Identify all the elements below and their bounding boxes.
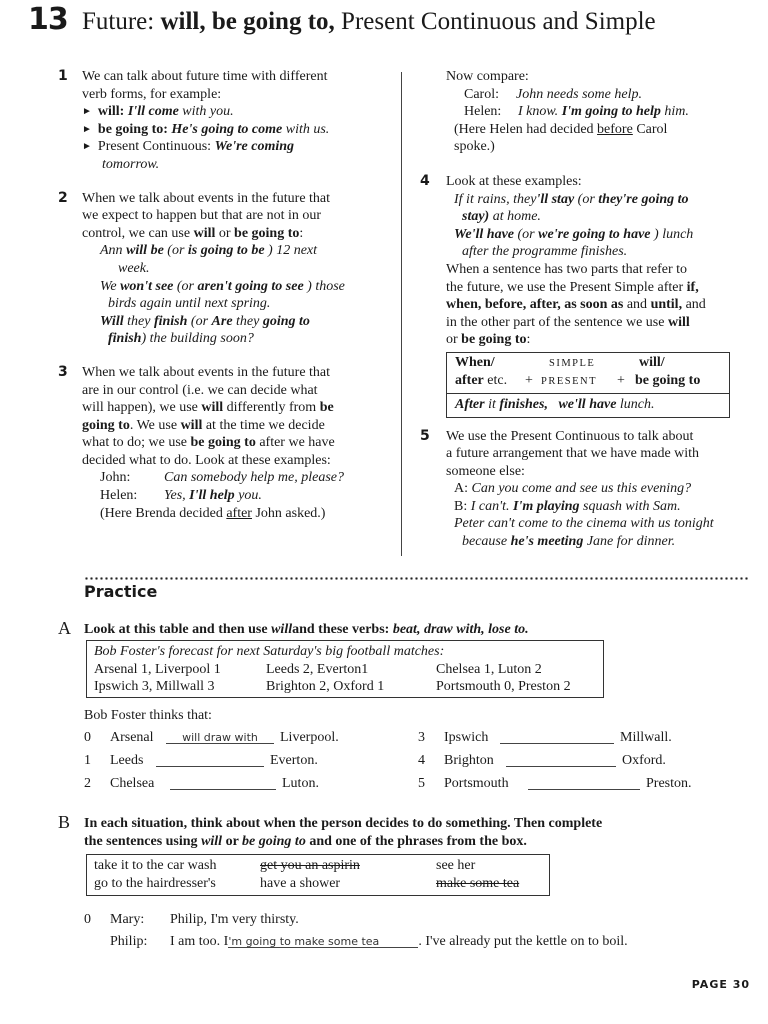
section-2: 2 When we talk about events in the future that we expect to happen but that are not in our control, we can use will or be going to: Ann will be (or is going to be ) 12 next week. We won't see (or aren't going to see ) those birds again until next spring. Will they finish (or Are they going to finish) the building soon?	[58, 189, 345, 347]
list-item: 4 Brighton Oxford.	[418, 753, 666, 768]
phrase-row: take it to the car wash get you an aspirin see her	[94, 858, 476, 873]
grammar-table: When/ SIMPLE will/ after etc. + PRESENT + be going to After it finishes, we'll have lunch.	[446, 352, 730, 418]
exercise-a-items	[84, 729, 724, 798]
column-divider	[401, 72, 402, 556]
section-number: 5	[420, 427, 430, 444]
left-column	[58, 68, 398, 522]
answer-blank[interactable]: will draw with	[166, 729, 274, 744]
triangle-bullet-icon: ►	[82, 123, 92, 135]
triangle-bullet-icon: ►	[82, 141, 92, 153]
exercise-letter-a: A	[58, 618, 71, 638]
list-item: 1 Leeds Everton.	[84, 753, 318, 768]
bullet-present-continuous: ► Present Continuous: We're coming	[82, 139, 295, 155]
section-number: 3	[58, 363, 68, 380]
list-item: 2 Chelsea Luton.	[84, 776, 319, 791]
unit-number: 13	[28, 2, 68, 37]
phrase-box	[86, 854, 550, 896]
exercise-b-example: 0 Mary: Philip, I'm very thirsty. Philip: I am too. I 'm going to make some tea . I've already put the kettle on to boil.	[84, 912, 628, 949]
exercise-b-instructions: In each situation, think about when the person decides to do something. Then complete the sentences using will or be going to and one of the phrases from the box.	[84, 816, 603, 849]
section-5: 5 We use the Present Continuous to talk about a future arrangement that we have made with someone else: A: Can you come and see us this evening? B: I can't. I'm playing squash with Sam. Peter can't come to the cinema with us tonight because he's meeting Jane for dinner.	[420, 427, 714, 550]
dotted-divider	[84, 577, 748, 580]
exercise-row	[84, 775, 724, 798]
exercise-a-instructions: Look at this table and then use willand these verbs: beat, draw with, lose to.	[84, 622, 529, 637]
right-column	[420, 68, 750, 551]
bullet-will: ► will: I'll come with you.	[82, 104, 234, 120]
list-item: 3 Ipswich Millwall.	[418, 730, 672, 745]
section-4: 4 Look at these examples: If it rains, they'll stay (or they're going to stay) at home. We'll have (or we're going to have ) lunch after the programme finishes. When a sentence has two parts that refer to the future, we use the Present Simple after if, when, before, after, as soon as and until, and in the other part of the sentence we use will or be going to: When/ SIMPLE will/ after etc. + PRESENT + be going to After it finishes, we'll have lunch.	[446, 173, 750, 418]
exercise-row	[84, 729, 724, 752]
practice-heading: Practice	[84, 582, 158, 601]
exercise-row	[84, 752, 724, 775]
forecast-row: Arsenal 1, Liverpool 1 Leeds 2, Everton1 Chelsea 1, Luton 2	[94, 661, 542, 677]
forecast-row: Ipswich 3, Millwall 3 Brighton 2, Oxford 1 Portsmouth 0, Preston 2	[94, 679, 571, 695]
section-number: 1	[58, 68, 68, 84]
section-number: 4	[420, 172, 430, 189]
bullet-going-to: ► be going to: He's going to come with us.	[82, 121, 330, 137]
list-item: 0 Arsenal will draw with Liverpool.	[84, 730, 339, 745]
answer-blank[interactable]	[528, 775, 640, 790]
section-1: 1 We can talk about future time with different verb forms, for example: ► will: I'll come with you. ► be going to: He's going to come with us. ► Present Continuous: We're coming tomorrow.	[82, 68, 398, 174]
answer-blank[interactable]: 'm going to make some tea	[228, 933, 418, 948]
section-3: 3 When we talk about events in the future that are in our control (i.e. we can decide what will happen), we use will differently from be going to. We use will at the time we decide what to do; we use be going to after we have decided what to do. Look at these examples: John: Can somebody help me, please? Helen: Yes, I'll help you. (Here Brenda decided after John asked.)	[58, 363, 345, 521]
page-number: PAGE 30	[691, 978, 750, 991]
answer-blank[interactable]	[500, 729, 614, 744]
answer-blank[interactable]	[506, 752, 616, 767]
phrase-row: go to the hairdresser's have a shower make some tea	[94, 875, 520, 891]
exercise-a-lead: Bob Foster thinks that:	[84, 708, 212, 723]
exercise-letter-b: B	[58, 812, 71, 832]
triangle-bullet-icon: ►	[82, 106, 92, 118]
compare-block: Now compare: Carol: John needs some help. Helen: I know. I'm going to help him. (Here Helen had decided before Carol spoke.)	[446, 69, 689, 155]
section-number: 2	[58, 189, 68, 206]
list-item: 5 Portsmouth Preston.	[418, 776, 692, 791]
page-title: Future: will, be going to, Present Continuous and Simple	[82, 8, 656, 35]
answer-blank[interactable]	[170, 775, 276, 790]
answer-blank[interactable]	[156, 752, 264, 767]
forecast-box: Bob Foster's forecast for next Saturday's big football matches: Arsenal 1, Liverpool 1 Leeds 2, Everton1 Chelsea 1, Luton 2 Ipswich 3, Millwall 3 Brighton 2, Oxford 1 Portsmouth 0, Preston 2	[86, 640, 604, 698]
